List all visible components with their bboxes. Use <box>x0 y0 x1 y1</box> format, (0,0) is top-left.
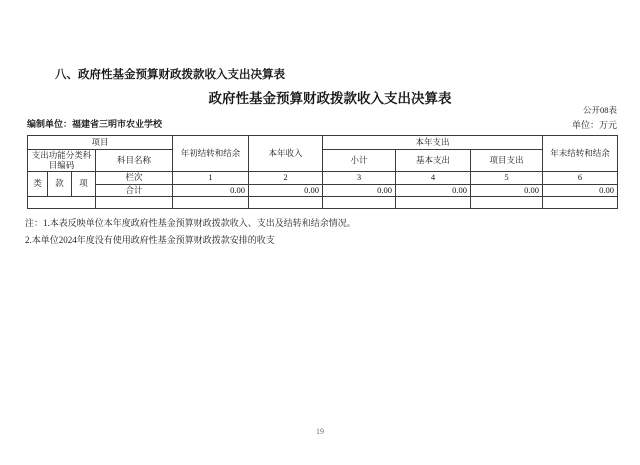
total-row-label: 合计 <box>96 185 173 197</box>
total-value-cell: 0.00 <box>173 185 249 197</box>
prepared-by-unit: 编制单位：福建省三明市农业学校 <box>27 119 163 129</box>
column-index-cell: 6 <box>543 172 618 185</box>
header-expense-function-code: 支出功能分类科目编码 <box>28 150 96 172</box>
empty-cell <box>249 197 323 209</box>
column-index-cell: 5 <box>471 172 543 185</box>
total-value-cell: 0.00 <box>543 185 618 197</box>
column-index-row <box>28 172 618 185</box>
note-line-1: 注：1.本表反映单位本年度政府性基金预算财政拨款收入、支出及结转和结余情况。 <box>25 218 356 228</box>
empty-cell <box>396 197 471 209</box>
empty-cell <box>471 197 543 209</box>
fiscal-table <box>27 135 618 209</box>
column-index-cell: 1 <box>173 172 249 185</box>
header-row-1 <box>28 136 618 150</box>
header-subtotal: 小计 <box>323 150 396 172</box>
page-number: 19 <box>316 427 324 436</box>
header-code-item: 项 <box>72 172 96 197</box>
header-opening-carryover: 年初结转和结余 <box>173 136 249 172</box>
empty-code-cell <box>28 197 96 209</box>
public-table-code: 公开08表 <box>582 105 617 115</box>
total-row <box>28 185 618 197</box>
note-line-2: 2.本单位2024年度没有使用政府性基金预算财政拨款安排的收支 <box>25 235 275 245</box>
column-index-cell: 2 <box>249 172 323 185</box>
header-project: 项目 <box>28 136 173 150</box>
total-value-cell: 0.00 <box>249 185 323 197</box>
column-index-label: 栏次 <box>96 172 173 185</box>
header-project-expenditure: 项目支出 <box>471 150 543 172</box>
empty-cell <box>323 197 396 209</box>
currency-unit-label: 单位：万元 <box>571 120 617 130</box>
header-code-section: 款 <box>48 172 72 197</box>
header-current-year-expenditure: 本年支出 <box>323 136 543 150</box>
total-value-cell: 0.00 <box>396 185 471 197</box>
header-row-2 <box>28 150 618 172</box>
empty-cell <box>173 197 249 209</box>
column-index-cell: 3 <box>323 172 396 185</box>
empty-cell <box>96 197 173 209</box>
header-subject-name: 科目名称 <box>96 150 173 172</box>
empty-cell <box>543 197 618 209</box>
total-value-cell: 0.00 <box>323 185 396 197</box>
section-heading: 八、政府性基金预算财政拨款收入支出决算表 <box>55 69 285 81</box>
header-current-year-income: 本年收入 <box>249 136 323 172</box>
table-title: 政府性基金预算财政拨款收入支出决算表 <box>208 91 452 106</box>
header-code-category: 类 <box>28 172 48 197</box>
total-value-cell: 0.00 <box>471 185 543 197</box>
column-index-cell: 4 <box>396 172 471 185</box>
header-closing-carryover: 年末结转和结余 <box>543 136 618 172</box>
header-basic-expenditure: 基本支出 <box>396 150 471 172</box>
empty-row <box>28 197 618 209</box>
